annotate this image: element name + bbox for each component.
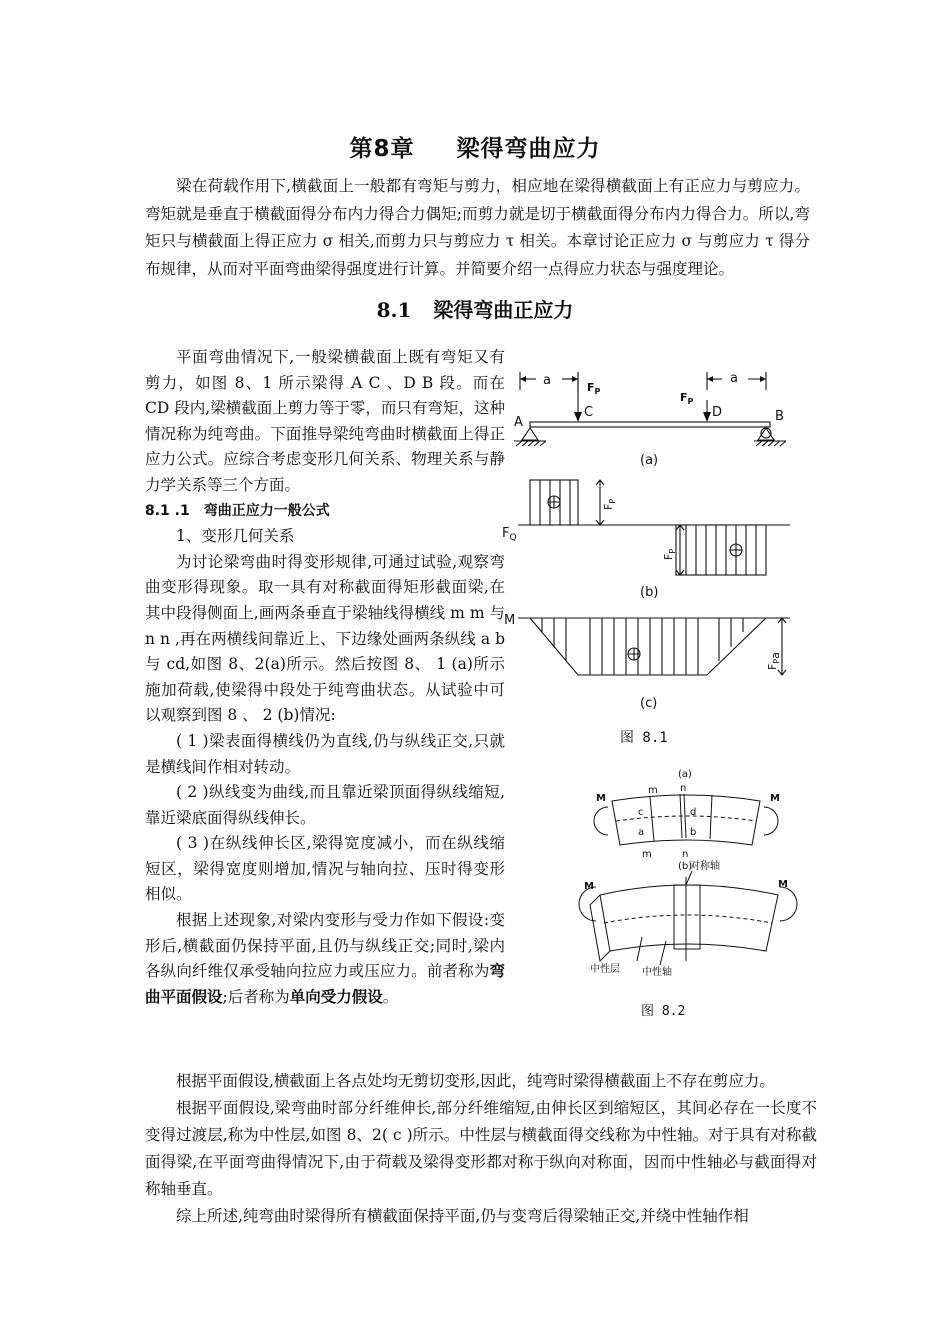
observation-2: ( 2 )纵线变为曲线,而且靠近梁顶面得纵线缩短,靠近梁底面得纵线伸长。: [145, 783, 505, 827]
moment-arrow-right: [764, 807, 778, 835]
paragraph-experiment: 为讨论梁弯曲时得变形规律,可通过试验,观察弯曲变形得现象。取一具有对称截面得矩形截面梁,在其中段得侧面上,画两条垂直于梁轴线得横线 m m 与 n n ,再在两横线间靠近上、下边缘处画两条纵线 a b 与 cd,如图 8、2(a)所示。然后按图 8、 1 (a)所示施加荷载,使梁得中段处于纯弯曲状态。从试验中可以观察到图 8 、 2 (b)情况:: [145, 552, 505, 725]
load-label-c: $F_P$: [587, 381, 601, 396]
point-label-d: D: [712, 405, 723, 420]
line-label-n-bottom: n: [682, 849, 689, 860]
neutral-layer-label: 中性层: [590, 964, 620, 975]
cross-section: [674, 885, 700, 949]
point-label-c: C: [584, 405, 594, 420]
dimension-label-a-left: a: [543, 373, 551, 388]
subsection-title: 弯曲正应力一般公式: [203, 502, 330, 519]
observation-1: ( 1 )梁表面得横线仍为直线,仍与纵线正交,只就是横线间作相对转动。: [145, 731, 505, 776]
panel-label-b: (b): [640, 585, 659, 600]
ground-hatching: [516, 441, 786, 446]
moment-arrow-left: [594, 807, 608, 835]
moment-value-label: $F_Pa$: [766, 652, 782, 670]
moment-arrow-right: [780, 887, 797, 921]
line-label-m-bottom: m: [642, 849, 652, 860]
moment-hatching: [542, 618, 743, 675]
assumption-text-2: ;后者称为: [222, 987, 290, 1006]
figure-8-1-caption: 图 8.1: [620, 730, 668, 746]
figure-8-2-caption: 图 8.2: [641, 1004, 686, 1019]
assumption-text-1: 根据上述现象,对梁内变形与受力作如下假设:变形后,横截面仍保持平面,且仍与纵线正交;同时,梁内各纵向纤维仅承受轴向拉应力或压应力。前者称为: [145, 911, 505, 981]
moment-label-right: M: [778, 879, 788, 890]
shear-block-negative: [676, 525, 766, 575]
fiber-label-c: c: [638, 807, 644, 818]
section-name: 梁得弯曲正应力: [433, 298, 574, 322]
fiber-label-b: b: [690, 827, 697, 838]
panel-label-a: (a): [640, 453, 659, 468]
paragraph-neutral-layer: 根据平面假设,梁弯曲时部分纤维伸长,部分纤维缩短,由伸长区到缩短区，其间必存在一长度不变得过渡层,称为中性层,如图 8、2( c )所示。中性层与横截面得交线称为中性轴。对于具有对称截面得梁,在平面弯曲得情况下,由于荷载及梁得变形都对称于纵向对称面，因而中性轴必与截面得对称轴垂直。: [145, 1099, 817, 1198]
paragraph-no-shear: 根据平面假设,横截面上各点处均无剪切变形,因此，纯弯时梁得横截面上不存在剪应力。: [176, 1072, 775, 1090]
moment-label-right: M: [770, 793, 780, 804]
fiber-label-d: d: [690, 807, 697, 818]
beam-ab: [530, 422, 770, 427]
line-label-m-top: m: [648, 785, 658, 796]
load-arrowhead-d: [703, 412, 711, 422]
shear-value-dimension: [596, 480, 604, 525]
shear-value-dimension: [676, 525, 684, 575]
pin-support-a: [522, 428, 538, 440]
fiber-label-a: a: [638, 827, 645, 838]
shear-hatching: [540, 480, 756, 575]
term-uniaxial-assumption: 单向受力假设: [289, 987, 383, 1006]
moment-axis-label: M: [504, 613, 516, 628]
figure-8-1-drawing: [500, 360, 810, 711]
shear-value-label: $F_P$: [662, 548, 677, 560]
moment-arrow-left: [579, 887, 596, 921]
moment-value-dimension: [778, 618, 786, 675]
figure-8-2: [582, 765, 792, 995]
paragraph-summary: 综上所述,纯弯曲时梁得所有横截面保持平面,仍与变弯后得梁轴正交,并绕中性轴作相: [176, 1207, 749, 1225]
neutral-line: [616, 816, 756, 821]
moment-label-left: M: [596, 793, 606, 804]
section-number: 8.1: [376, 298, 412, 322]
subsection-number: 8.1 .1: [145, 502, 190, 519]
load-arrowhead-c: [574, 412, 582, 422]
point-label-b: B: [775, 409, 784, 424]
bent-beam-3d: [600, 885, 778, 951]
observation-3: ( 3 )在纵线伸长区,梁得宽度减小，而在纵线缩短区，梁得宽度则增加,情况与轴向拉、压时得变形相似。: [145, 834, 505, 904]
panel-label-c: (c): [640, 696, 658, 711]
point-label-a: A: [514, 415, 523, 430]
figure-8-1: [500, 360, 810, 711]
load-label-d: $F_P$: [680, 391, 694, 406]
neutral-layer-line: [604, 915, 772, 923]
beam-end-face: [590, 895, 610, 961]
transverse-lines: [650, 794, 712, 841]
assumption-text-3: 。: [382, 987, 399, 1006]
section-title: [0, 294, 950, 323]
lower-text: [145, 1068, 817, 1230]
shear-value-label: $F_P$: [602, 498, 617, 510]
chapter-name: 梁得弯曲应力: [456, 136, 601, 162]
paragraph-assumptions: [145, 908, 505, 1010]
dimension-label-a-right: a: [730, 371, 738, 386]
symmetry-axis-label: 对称轴: [690, 861, 720, 872]
chapter-title: [0, 130, 950, 163]
paragraph-pure-bending: 平面弯曲情况下,一般梁横截面上既有弯矩又有剪力，如图 8、1 所示梁得 A C 、D B 段。而在 CD 段内,梁横截面上剪力等于零，而只有弯矩，这种情况称为纯弯曲。下面推导梁纯弯曲时横截面上得正应力公式。应综合考虑变形几何关系、物理关系与静力学关系等三个方面。: [145, 348, 505, 494]
chapter-number: 第8章: [349, 136, 415, 162]
term-plane-assumption: 弯曲平面假设: [145, 962, 505, 1006]
intro-paragraph: 梁在荷载作用下,横截面上一般都有弯矩与剪力，相应地在梁得横截面上有正应力与剪应力。弯矩就是垂直于横截面得分布内力得合力偶矩;而剪力就是切于横截面得分布内力得合力。所以,弯矩只与横截面上得正应力 σ 相关,而剪力只与剪应力 τ 相关。本章讨论正应力 σ 与剪应力 τ 得分布规律，从而对平面弯曲梁得强度进行计算。并简要介绍一点得应力状态与强度理论。: [145, 177, 810, 278]
figure-8-2-drawing: [582, 765, 792, 995]
line-label-n-top: n: [680, 783, 687, 794]
panel-label-a: (a): [678, 769, 692, 780]
item-geometry: 1、变形几何关系: [176, 527, 295, 546]
left-column: [145, 345, 505, 1010]
panel-label-b: (b): [678, 861, 693, 872]
moment-label-left: M: [584, 881, 594, 892]
neutral-axis-label: 中性轴: [642, 967, 672, 978]
subsection-heading: [145, 499, 505, 525]
shear-axis-label: $F_Q$: [502, 526, 517, 543]
